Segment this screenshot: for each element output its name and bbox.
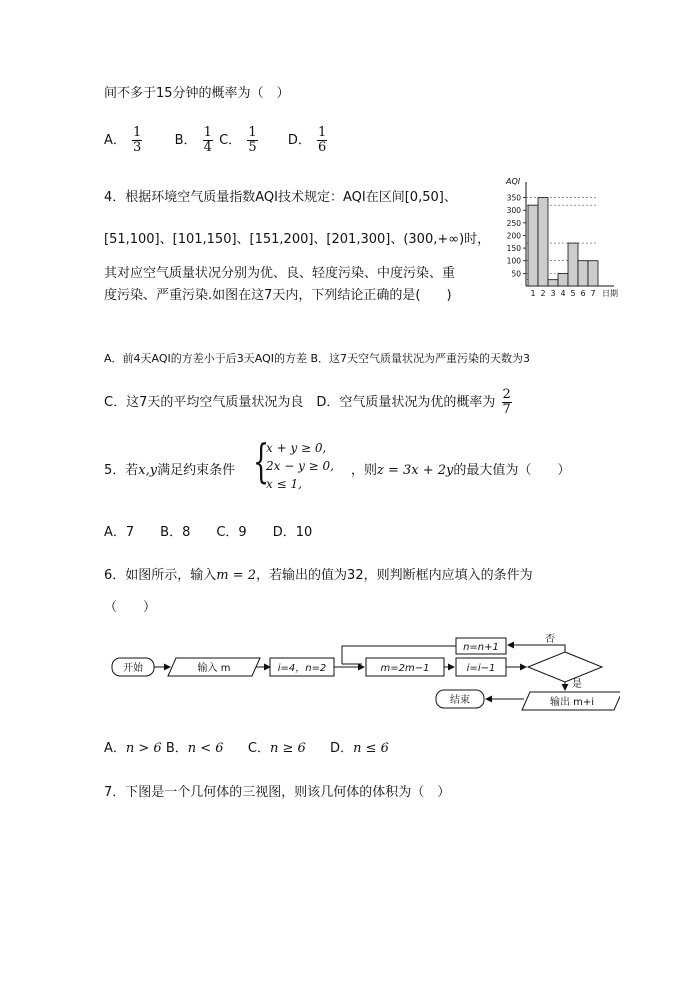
q6-line1	[104, 564, 533, 583]
q6-option-c-expr: n ≥ 6	[269, 741, 306, 756]
chart-y-tick-label: 200	[506, 231, 521, 241]
q4-options-cd	[104, 388, 514, 417]
q3-option-d-label: D．	[287, 133, 311, 148]
q4-option-d-fraction	[502, 388, 512, 417]
q6-option-d-expr: n ≤ 6	[353, 741, 389, 756]
q3-options	[104, 126, 329, 155]
flow-init-label: i=4，n=2	[277, 663, 327, 674]
q4-d-den: 7	[502, 402, 511, 417]
q3-option-c-fraction	[247, 126, 257, 155]
q5-constraint-2: 2x − y ≥ 0,	[266, 459, 334, 473]
chart-y-tick-label: 150	[506, 244, 521, 254]
chart-y-tick-label: 250	[506, 218, 521, 228]
q3-d-den: 6	[318, 140, 327, 155]
q6-paren: （ ）	[104, 600, 157, 615]
q3-option-b-label: B．	[174, 133, 197, 148]
aqi-bar-chart	[498, 176, 648, 300]
q4-options-ab: A．前4天AQI的方差小于后3天AQI的方差 B．这7天空气质量状况为严重污染的天数为3	[104, 352, 531, 365]
q4-option-c-text: C．这7天的平均空气质量状况为良 D．空气质量状况为优的概率为	[104, 395, 496, 410]
q5-vars: x,y	[138, 463, 158, 478]
q6-flowchart	[100, 628, 620, 720]
q6-option-b-label: B．	[165, 741, 188, 756]
flow-no-label: 否	[545, 634, 555, 645]
q3-c-den: 5	[248, 140, 257, 155]
flow-assign-m-label: m=2m−1	[380, 663, 430, 674]
chart-x-tick-label: 5	[570, 289, 576, 298]
q6-line1-tail: ，若输出的值为32，则判断框内应填入的条件为	[256, 568, 533, 583]
chart-x-label: 日期	[602, 289, 618, 298]
q5-expr: z = 3x + 2y	[377, 463, 454, 478]
q5-then: ，则	[351, 463, 378, 478]
q5-mid: 满足约束条件	[157, 463, 236, 478]
q6-option-a-expr: n > 6	[125, 741, 162, 756]
q3-b-den: 4	[203, 140, 212, 155]
flow-inc-n-label: n=n+1	[463, 642, 499, 653]
flow-yes-label: 是	[572, 679, 582, 690]
q6-option-a-label: A．	[104, 741, 126, 756]
chart-x-tick-label: 4	[560, 289, 566, 298]
q4-line1: 4．根据环境空气质量指数AQI技术规定：AQI在区间[0,50]、	[104, 190, 457, 205]
chart-y-tick-label: 350	[506, 193, 521, 203]
chart-bar	[538, 198, 548, 286]
chart-bar	[548, 280, 558, 286]
q3-a-num: 1	[133, 125, 142, 140]
chart-x-tick-label: 2	[540, 289, 546, 298]
chart-x-tick-label: 6	[580, 289, 586, 298]
chart-y-tick-label: 100	[506, 256, 521, 266]
q5-options: A．7 B．8 C．9 D．10	[104, 525, 313, 540]
q6-option-c-label: C．	[247, 741, 270, 756]
flow-dec-i-label: i=i−1	[466, 663, 496, 674]
q5-lead: 5．若	[104, 463, 139, 478]
chart-bar	[578, 261, 588, 286]
q5-tail: 的最大值为（ ）	[453, 463, 571, 478]
q3-a-den: 3	[133, 140, 142, 155]
q3-d-num: 1	[318, 125, 327, 140]
q4-d-num: 2	[502, 387, 511, 402]
q7-line1: 7．下图是一个几何体的三视图，则该几何体的体积为（ ）	[104, 785, 451, 800]
q5-brace: {	[253, 434, 270, 488]
chart-x-tick-label: 1	[530, 289, 536, 298]
q5-line	[104, 459, 235, 478]
q5-constraint-3: x ≤ 1,	[266, 477, 302, 491]
q5-objective	[351, 459, 570, 478]
flow-start-label: 开始	[123, 663, 143, 674]
q3-option-a-label: A．	[104, 133, 126, 148]
q3-b-num: 1	[203, 125, 212, 140]
flow-output-label: 输出 m+i	[549, 697, 595, 708]
chart-bar	[568, 243, 578, 286]
q6-options	[104, 737, 389, 756]
chart-x-tick-label: 7	[590, 289, 596, 298]
chart-x-tick-label: 3	[550, 289, 556, 298]
chart-bar	[558, 273, 568, 286]
q5-constraint-1: x + y ≥ 0,	[266, 441, 327, 455]
q3-option-d-fraction	[317, 126, 327, 155]
flow-decision-node	[528, 652, 602, 682]
flow-end-label: 结束	[450, 695, 470, 706]
q6-line1-lead: 6．如图所示，输入	[104, 568, 217, 583]
q4-line3: 其对应空气质量状况分别为优、良、轻度污染、中度污染、重	[104, 266, 456, 281]
q3-option-b-fraction	[203, 126, 213, 155]
q4-line2: [51,100]、[101,150]、[151,200]、[201,300]、(300,+∞)时，	[104, 232, 491, 247]
q6-m-eq: m = 2	[216, 568, 257, 583]
q6-option-d-label: D．	[330, 741, 354, 756]
chart-bar	[528, 205, 538, 286]
chart-bar	[588, 261, 598, 286]
flow-input-label: 输入 m	[197, 663, 231, 674]
q4-line4: 度污染、严重污染.如图在这7天内，下列结论正确的是( )	[104, 288, 452, 303]
q3-option-a-fraction	[132, 126, 142, 155]
chart-y-tick-label: 50	[511, 269, 521, 279]
q3-option-c-label: C．	[219, 133, 242, 148]
chart-y-label: AQI	[506, 177, 521, 186]
q6-option-b-expr: n < 6	[187, 741, 224, 756]
q3-tail: 间不多于15分钟的概率为（ ）	[104, 86, 290, 101]
q3-c-num: 1	[248, 125, 257, 140]
chart-y-tick-label: 300	[506, 206, 521, 216]
